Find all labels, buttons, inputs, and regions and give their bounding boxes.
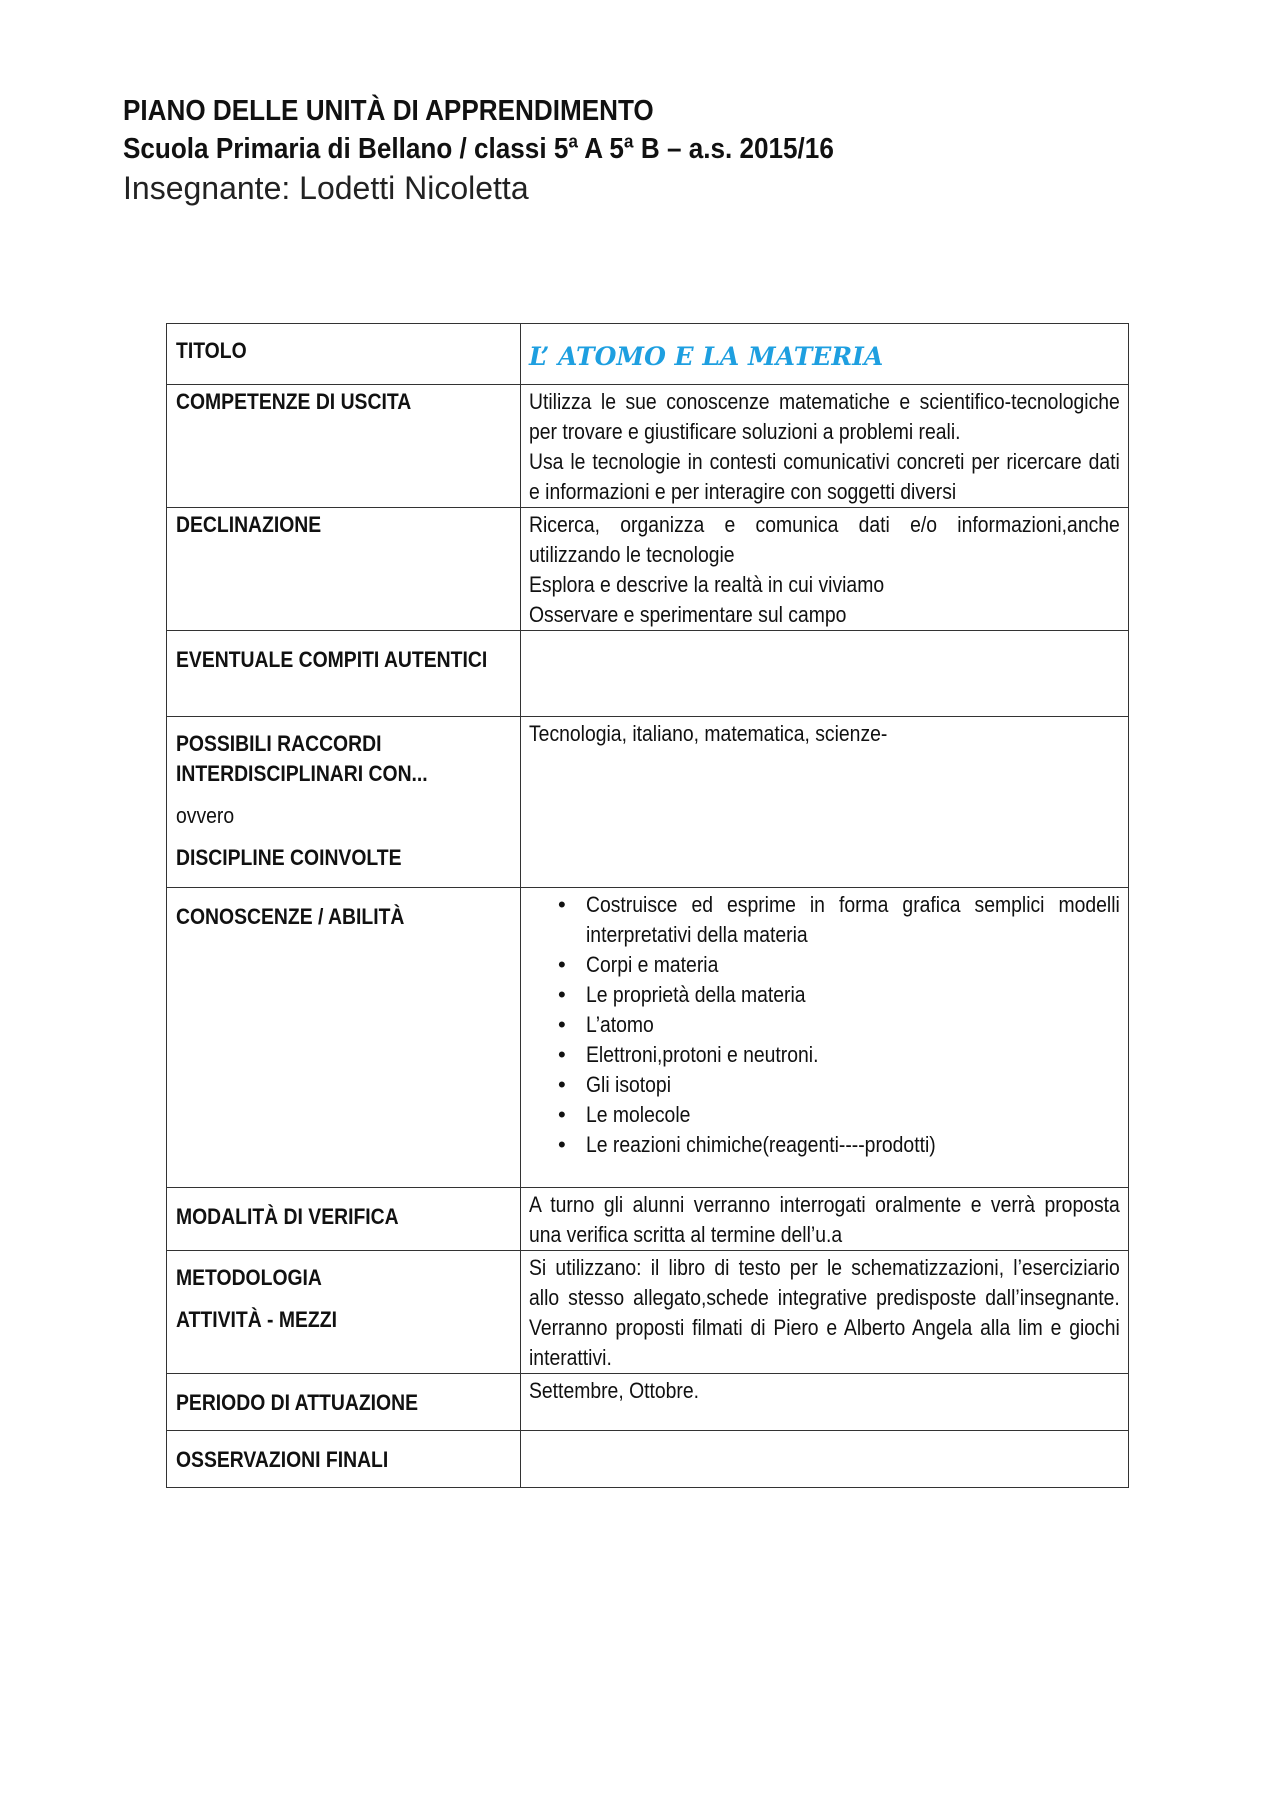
label-conoscenze: CONOSCENZE / ABILITÀ bbox=[167, 888, 521, 1188]
competenze-p1: Utilizza le sue conoscenze matematiche e scientifico-tecnologiche per trovare e giustificare soluzioni a problemi reali. bbox=[529, 389, 1120, 444]
document-header bbox=[123, 92, 913, 208]
value-declinazione bbox=[521, 508, 1129, 631]
table-row-osservazioni bbox=[167, 1431, 1129, 1488]
learning-unit-table bbox=[166, 323, 1129, 1488]
list-item: • Costruisce ed esprime in forma grafica semplici modelli interpretativi della materia bbox=[529, 890, 1120, 950]
unit-title: L’ ATOMO E LA MATERIA bbox=[529, 342, 884, 371]
table-row-raccordi bbox=[167, 717, 1129, 888]
value-conoscenze bbox=[521, 888, 1129, 1188]
value-periodo bbox=[521, 1374, 1129, 1431]
value-verifica bbox=[521, 1188, 1129, 1251]
list-item: • L’atomo bbox=[529, 1010, 1120, 1040]
list-item: • Gli isotopi bbox=[529, 1070, 1120, 1100]
table-row-periodo bbox=[167, 1374, 1129, 1431]
list-item: • Le molecole bbox=[529, 1100, 1120, 1130]
periodo-text: Settembre, Ottobre. bbox=[529, 1378, 700, 1403]
label-osservazioni: OSSERVAZIONI FINALI bbox=[167, 1431, 521, 1488]
table-row-metodologia bbox=[167, 1251, 1129, 1374]
label-verifica: MODALITÀ DI VERIFICA bbox=[167, 1188, 521, 1251]
label-competenze: COMPETENZE DI USCITA bbox=[167, 385, 521, 508]
raccordi-disciplines: Tecnologia, italiano, matematica, scienze- bbox=[529, 721, 888, 746]
school-info: Scuola Primaria di Bellano / classi 5ª A 5ª B – a.s. 2015/16 bbox=[123, 133, 834, 165]
table-row-compiti bbox=[167, 631, 1129, 717]
declinazione-p2: Esplora e descrive la realtà in cui viviamo bbox=[529, 572, 885, 597]
label-declinazione: DECLINAZIONE bbox=[167, 508, 521, 631]
table-row-conoscenze bbox=[167, 888, 1129, 1188]
label-raccordi: POSSIBILI RACCORDI INTERDISCIPLINARI CON... ovvero DISCIPLINE COINVOLTE bbox=[167, 717, 521, 888]
teacher-name: Insegnante: Lodetti Nicoletta bbox=[123, 170, 529, 206]
competenze-p2: Usa le tecnologie in contesti comunicativi concreti per ricercare dati e informazioni e per interagire con soggetti diversi bbox=[529, 449, 1120, 504]
value-metodologia bbox=[521, 1251, 1129, 1374]
table-row-verifica bbox=[167, 1188, 1129, 1251]
metodologia-text: Si utilizzano: il libro di testo per le schematizzazioni, l’eserciziario allo stesso allegato,schede integrative predisposte dall’insegnante. Verranno proposti filmati di Piero e Alberto Angela alla lim e giochi interattivi. bbox=[529, 1255, 1120, 1370]
label-titolo: TITOLO bbox=[167, 324, 521, 385]
document-title: PIANO DELLE UNITÀ DI APPRENDIMENTO bbox=[123, 95, 654, 127]
verifica-text: A turno gli alunni verranno interrogati oralmente e verrà proposta una verifica scritta al termine dell’u.a bbox=[529, 1192, 1120, 1247]
table-row-declinazione bbox=[167, 508, 1129, 631]
label-periodo: PERIODO DI ATTUAZIONE bbox=[167, 1374, 521, 1431]
value-titolo bbox=[521, 324, 1129, 385]
value-osservazioni bbox=[521, 1431, 1129, 1488]
label-compiti: EVENTUALE COMPITI AUTENTICI bbox=[167, 631, 521, 717]
list-item: • Corpi e materia bbox=[529, 950, 1120, 980]
declinazione-p1: Ricerca, organizza e comunica dati e/o informazioni,anche utilizzando le tecnologie bbox=[529, 512, 1120, 567]
value-competenze bbox=[521, 385, 1129, 508]
list-item: • Elettroni,protoni e neutroni. bbox=[529, 1040, 1120, 1070]
value-raccordi bbox=[521, 717, 1129, 888]
table-row-titolo bbox=[167, 324, 1129, 385]
value-compiti bbox=[521, 631, 1129, 717]
declinazione-p3: Osservare e sperimentare sul campo bbox=[529, 602, 847, 627]
list-item: • Le proprietà della materia bbox=[529, 980, 1120, 1010]
list-item: • Le reazioni chimiche(reagenti----prodotti) bbox=[529, 1130, 1120, 1160]
label-metodologia: METODOLOGIA ATTIVITÀ - MEZZI bbox=[167, 1251, 521, 1374]
knowledge-list bbox=[529, 890, 1120, 1160]
table-row-competenze bbox=[167, 385, 1129, 508]
